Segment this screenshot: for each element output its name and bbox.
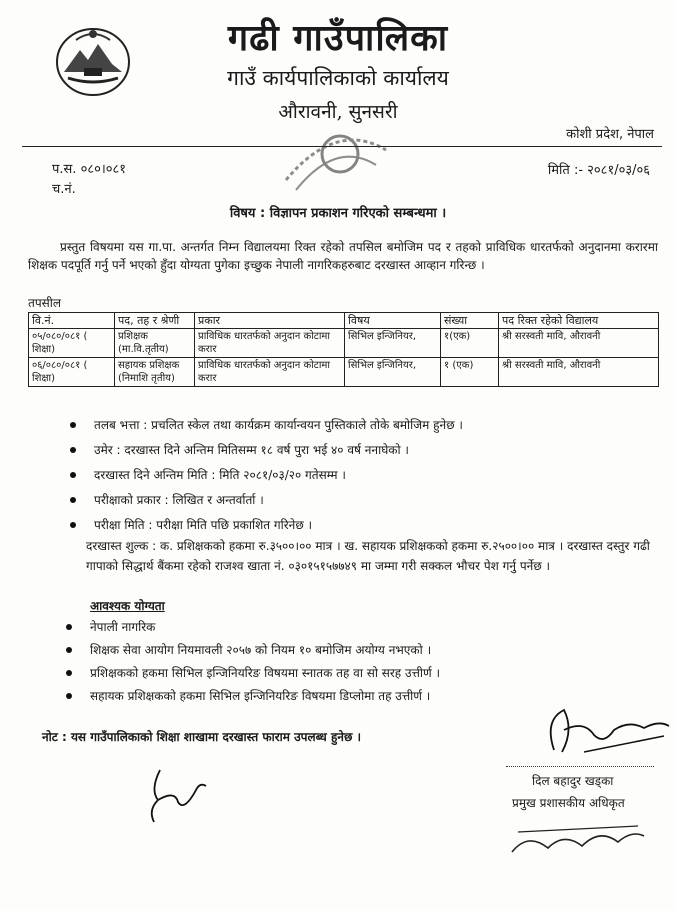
tapsil-label: तपसील — [28, 296, 62, 310]
table-header-cell: पद रिक्त रहेको विद्यालय — [499, 313, 659, 329]
letter-date: मिति :- २०८१/०३/०६ — [547, 163, 650, 178]
signature-line — [506, 766, 654, 767]
bullet-icon — [70, 522, 76, 528]
initial-signature-icon — [140, 760, 210, 830]
patra-sankhya: प.स. ०८०।०८१ — [52, 162, 127, 177]
bullet-icon — [66, 693, 72, 699]
list-item — [70, 441, 660, 459]
letter-subject: विषय : विज्ञापन प्रकाशन गरिएको सम्बन्धमा । — [229, 206, 447, 221]
table-header-cell: संख्या — [441, 313, 499, 329]
list-item-text: उमेर : दरखास्त दिने अन्तिम मितिसम्म १८ वर्ष पुरा भई ४० वर्ष ननाघेको । — [94, 443, 409, 457]
list-item — [70, 516, 660, 534]
bullet-icon — [66, 624, 72, 630]
list-item — [70, 466, 660, 484]
list-item-text: नेपाली नागरिक — [90, 620, 156, 634]
municipality-title: गढी गाउँपालिका — [227, 17, 449, 59]
table-header-row — [29, 313, 659, 329]
signatory-title: प्रमुख प्रशासकीय अधिकृत — [512, 796, 625, 810]
bullet-icon — [66, 670, 72, 676]
list-item-text: सहायक प्रशिक्षकको हकमा सिभिल इन्जिनियरिङ विषयमा डिप्लोमा तह उत्तीर्ण । — [90, 689, 431, 703]
office-name: गाउँ कार्यपालिकाको कार्यालय — [227, 66, 449, 90]
intro-paragraph: प्रस्तुत विषयमा यस गा.पा. अन्तर्गत निम्न विद्यालयमा रिक्त रहेको तपसिल बमोजिम पद र तहको प्राविधिक धारतर्फको अनुदानमा करारमा शिक्षक पदपूर्ति गर्नु पर्ने भएको हुँदा योग्यता पुगेका इच्छुक नेपाली नागरिकहरुबाट दरखास्त आव्हान गरिन्छ । — [28, 240, 658, 272]
table-cell: प्राविधिक धारतर्फको अनुदान कोटामा करार — [195, 358, 345, 387]
list-item-text: तलब भत्ता : प्रचलित स्केल तथा कार्यक्रम कार्यान्वयन पुस्तिकाले तोके बमोजिम हुनेछ । — [94, 418, 463, 432]
table-header-cell: पद, तह र श्रेणी — [115, 313, 195, 329]
officer-signature-icon — [534, 690, 674, 770]
reference-block — [52, 160, 126, 200]
list-item-text: परीक्षाको प्रकार : लिखित र अन्तर्वार्ता । — [94, 493, 264, 507]
list-item — [66, 618, 666, 636]
table-cell: १(एक) — [441, 329, 499, 358]
table-cell: सिभिल इन्जिनियर, — [345, 358, 441, 387]
note-text: नोट : यस गाउँपालिकाको शिक्षा शाखामा दरखास्त फाराम उपलब्ध हुनेछ । — [42, 730, 362, 744]
bullet-icon — [70, 422, 76, 428]
table-row — [29, 358, 659, 387]
bullet-icon — [70, 447, 76, 453]
office-stamp-icon — [276, 110, 396, 200]
bullet-icon — [70, 497, 76, 503]
chalani-number: च.नं. — [52, 182, 76, 197]
table-cell: प्राविधिक धारतर्फको अनुदान कोटामा करार — [195, 329, 345, 358]
bullet-icon — [70, 472, 76, 478]
list-item — [70, 491, 660, 509]
bullet-icon — [66, 647, 72, 653]
terms-list — [70, 416, 660, 541]
list-item-text: परीक्षा मिति : परीक्षा मिति पछि प्रकाशित गरिनेछ । — [94, 518, 313, 532]
table-cell: १ (एक) — [441, 358, 499, 387]
table-cell: श्री सरस्वती मावि, औरावनी — [499, 329, 659, 358]
table-header-cell: विषय — [345, 313, 441, 329]
fee-paragraph: दरखास्त शुल्क : क. प्रशिक्षकको हकमा रु.३५००।०० मात्र । ख. सहायक प्रशिक्षकको हकमा रु.२५००।०० मात्र । दरखास्त दस्तुर गढी गापाको सिद्धार्थ बैंकमा रहेको राजश्व खाता नं. ०३०१५१५७७४९ मा जम्मा गरी सक्कल भौचर पेश गर्नु पर्नेछ । — [86, 539, 650, 573]
table-cell: ०६/०८०/०८१ ( शिक्षा) — [29, 358, 115, 387]
table-row — [29, 329, 659, 358]
qualifications-heading: आवश्यक योग्यता — [90, 599, 165, 613]
list-item-text: प्रशिक्षकको हकमा सिभिल इन्जिनियरिङ विषयमा स्नातक तह वा सो सरह उत्तीर्ण । — [90, 666, 441, 680]
list-item-text: शिक्षक सेवा आयोग नियमावली २०५७ को नियम १० बमोजिम अयोग्य नभएको । — [90, 643, 432, 657]
table-cell: सहायक प्रशिक्षक (निमाशि तृतीय) — [115, 358, 195, 387]
list-item-text: दरखास्त दिने अन्तिम मिति : मिति २०८१/०३/२० गतेसम्म । — [94, 468, 346, 482]
list-item — [66, 641, 666, 659]
table-header-cell: वि.नं. — [29, 313, 115, 329]
vacancy-table — [28, 312, 659, 387]
table-cell: सिभिल इन्जिनियर, — [345, 329, 441, 358]
handwritten-stamp-icon — [508, 812, 648, 862]
table-cell: ०५/०८०/०८१ ( शिक्षा) — [29, 329, 115, 358]
table-cell: श्री सरस्वती मावि, औरावनी — [499, 358, 659, 387]
province-label: कोशी प्रदेश, नेपाल — [566, 127, 654, 142]
list-item — [66, 664, 666, 682]
office-address: औरावनी, सुनसरी — [278, 101, 398, 123]
table-cell: प्रशिक्षक (मा.वि.तृतीय) — [115, 329, 195, 358]
signatory-name: दिल बहादुर खड्का — [532, 774, 614, 788]
list-item — [70, 416, 660, 434]
table-header-cell: प्रकार — [195, 313, 345, 329]
